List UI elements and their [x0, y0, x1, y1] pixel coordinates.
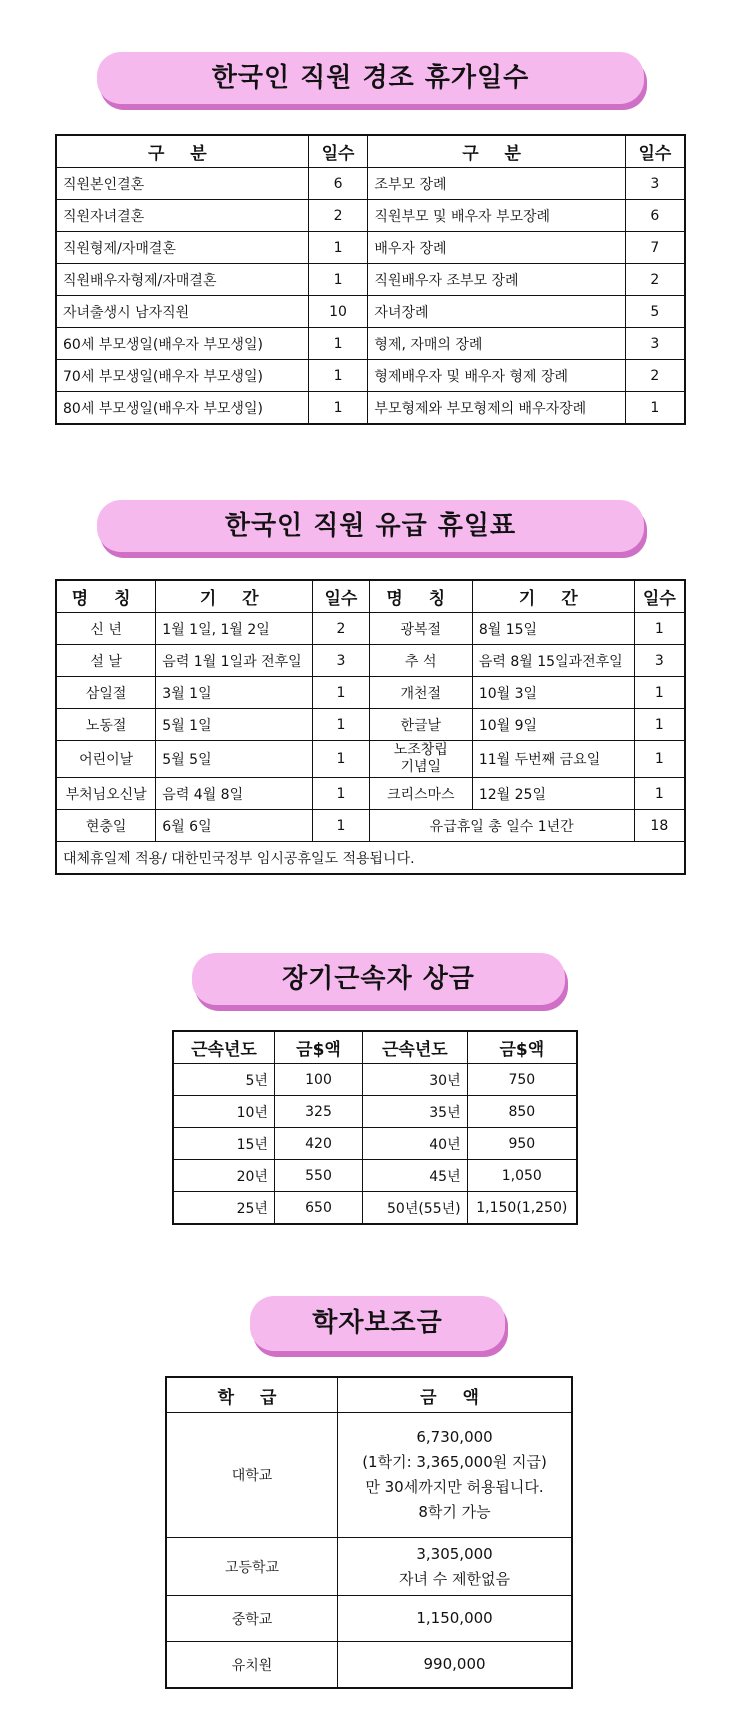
- table-row: [56, 168, 685, 200]
- table-row: [56, 360, 685, 392]
- header-amount: 금$액: [274, 1031, 362, 1064]
- header-category: 구 분: [368, 135, 625, 168]
- service-years: 20년: [173, 1160, 274, 1192]
- bonus-amount: 550: [274, 1160, 362, 1192]
- amount-value: 3,305,000: [416, 1544, 493, 1563]
- header-name: 명 칭: [56, 580, 156, 613]
- amount-value: 6,730,000: [416, 1428, 493, 1446]
- bonus-amount: 1,050: [467, 1160, 577, 1192]
- leave-category: 배우자 장례: [368, 232, 625, 264]
- leave-category: 직원배우자 조부모 장례: [368, 264, 625, 296]
- holiday-period: 1월 1일, 1월 2일: [156, 613, 313, 645]
- holiday-period: 5월 1일: [156, 709, 313, 741]
- holiday-period: 5월 5일: [156, 741, 313, 778]
- service-years: 30년: [363, 1064, 468, 1096]
- bonus-table: [172, 1030, 578, 1225]
- leave-category: 자녀출생시 남자직원: [56, 296, 308, 328]
- leave-days: 1: [625, 392, 685, 425]
- service-years: 5년: [173, 1064, 274, 1096]
- service-years: 25년: [173, 1192, 274, 1225]
- holiday-days: 1: [634, 709, 685, 741]
- service-years: 10년: [173, 1096, 274, 1128]
- table-row: [173, 1096, 577, 1128]
- holiday-name: 설 날: [56, 645, 156, 677]
- bonus-amount: 850: [467, 1096, 577, 1128]
- header-level: 학 급: [166, 1377, 338, 1413]
- bonus-amount: 750: [467, 1064, 577, 1096]
- leave-days: 5: [625, 296, 685, 328]
- leave-category: 직원배우자형제/자매결혼: [56, 264, 308, 296]
- school-level: 중학교: [166, 1596, 338, 1642]
- leave-days: 2: [625, 264, 685, 296]
- table-header-row: [56, 135, 685, 168]
- leave-category: 자녀장례: [368, 296, 625, 328]
- table-row: [56, 613, 685, 645]
- table-row: [166, 1596, 572, 1642]
- leave-category: 형제배우자 및 배우자 형제 장례: [368, 360, 625, 392]
- table-row: [56, 200, 685, 232]
- holiday-period: 8월 15일: [472, 613, 634, 645]
- holiday-name: 현충일: [56, 810, 156, 842]
- leave-days: 6: [308, 168, 368, 200]
- leave-days: 2: [625, 360, 685, 392]
- holiday-days: 3: [313, 645, 370, 677]
- table-row: [173, 1192, 577, 1225]
- table-row: [56, 677, 685, 709]
- holiday-period: 12월 25일: [472, 778, 634, 810]
- holiday-days: 1: [313, 741, 370, 778]
- holidays-table: [55, 579, 686, 875]
- header-amount: 금$액: [467, 1031, 577, 1064]
- table-row: [56, 328, 685, 360]
- tuition-amount: [338, 1538, 572, 1596]
- table-header-row: [56, 580, 685, 613]
- holiday-name: 삼일절: [56, 677, 156, 709]
- school-level: 유치원: [166, 1642, 338, 1689]
- holiday-period: 음력 8월 15일과전후일: [472, 645, 634, 677]
- header-name: 명 칭: [369, 580, 472, 613]
- holiday-period: 10월 9일: [472, 709, 634, 741]
- note-row: [56, 842, 685, 875]
- table-row: [56, 645, 685, 677]
- holiday-name: 노조창립 기념일: [369, 741, 472, 778]
- header-amount: 금 액: [338, 1377, 572, 1413]
- holiday-days: 1: [313, 709, 370, 741]
- table-row: [166, 1538, 572, 1596]
- holiday-days: 1: [313, 810, 370, 842]
- amount-value: 990,000: [423, 1655, 486, 1673]
- leave-days: 1: [308, 328, 368, 360]
- bonus-title: 장기근속자 상금: [192, 953, 565, 1005]
- leave-days: 2: [308, 200, 368, 232]
- holiday-name: 어린이날: [56, 741, 156, 778]
- header-years: 근속년도: [363, 1031, 468, 1064]
- holiday-name: 부처님오신날: [56, 778, 156, 810]
- tuition-amount: [338, 1413, 572, 1538]
- total-label: 유급휴일 총 일수 1년간: [369, 810, 634, 842]
- holiday-days: 1: [634, 613, 685, 645]
- holiday-name: 광복절: [369, 613, 472, 645]
- table-row: [166, 1642, 572, 1689]
- service-years: 50년(55년): [363, 1192, 468, 1225]
- table-row: [56, 741, 685, 778]
- school-level: 고등학교: [166, 1538, 338, 1596]
- leave-days: 3: [625, 168, 685, 200]
- leave-category: 형제, 자매의 장례: [368, 328, 625, 360]
- leave-category: 직원부모 및 배우자 부모장례: [368, 200, 625, 232]
- table-row: [56, 810, 685, 842]
- holiday-days: 2: [313, 613, 370, 645]
- leave-category: 조부모 장례: [368, 168, 625, 200]
- table-row: [56, 264, 685, 296]
- table-row: [173, 1064, 577, 1096]
- holiday-name: 개천절: [369, 677, 472, 709]
- holiday-name: 크리스마스: [369, 778, 472, 810]
- holiday-days: 1: [634, 677, 685, 709]
- leave-days: 1: [308, 264, 368, 296]
- amount-value: 1,150,000: [416, 1609, 493, 1627]
- holiday-days: 3: [634, 645, 685, 677]
- amount-note: (1학기: 3,365,000원 지급): [362, 1453, 547, 1471]
- table-header-row: [166, 1377, 572, 1413]
- header-days: 일수: [634, 580, 685, 613]
- holiday-period: 음력 4월 8일: [156, 778, 313, 810]
- tuition-title: 학자보조금: [250, 1296, 505, 1351]
- service-years: 45년: [363, 1160, 468, 1192]
- bonus-amount: 1,150(1,250): [467, 1192, 577, 1225]
- header-days: 일수: [313, 580, 370, 613]
- leave-days: 3: [625, 328, 685, 360]
- header-period: 기 간: [156, 580, 313, 613]
- leave-days: 10: [308, 296, 368, 328]
- leave-category: 80세 부모생일(배우자 부모생일): [56, 392, 308, 425]
- holiday-period: 3월 1일: [156, 677, 313, 709]
- holiday-days: 1: [634, 741, 685, 778]
- leave-category: 70세 부모생일(배우자 부모생일): [56, 360, 308, 392]
- condolence-table: [55, 134, 686, 425]
- holiday-name: 노동절: [56, 709, 156, 741]
- table-row: [173, 1160, 577, 1192]
- leave-category: 직원형제/자매결혼: [56, 232, 308, 264]
- table-row: [56, 392, 685, 425]
- bonus-amount: 420: [274, 1128, 362, 1160]
- condolence-title: 한국인 직원 경조 휴가일수: [97, 52, 644, 104]
- leave-days: 7: [625, 232, 685, 264]
- table-row: [56, 709, 685, 741]
- holiday-days: 1: [313, 677, 370, 709]
- amount-note: 자녀 수 제한없음: [399, 1569, 511, 1588]
- total-days: 18: [634, 810, 685, 842]
- table-row: [56, 232, 685, 264]
- holiday-period: 음력 1월 1일과 전후일: [156, 645, 313, 677]
- holiday-period: 10월 3일: [472, 677, 634, 709]
- holiday-days: 1: [634, 778, 685, 810]
- header-category: 구 분: [56, 135, 308, 168]
- header-days: 일수: [625, 135, 685, 168]
- holiday-name: 한글날: [369, 709, 472, 741]
- service-years: 40년: [363, 1128, 468, 1160]
- table-row: [56, 296, 685, 328]
- holiday-days: 1: [313, 778, 370, 810]
- table-row: [166, 1413, 572, 1538]
- bonus-amount: 650: [274, 1192, 362, 1225]
- tuition-amount: [338, 1596, 572, 1642]
- service-years: 15년: [173, 1128, 274, 1160]
- amount-note: 8학기 가능: [418, 1503, 491, 1521]
- leave-category: 부모형제와 부모형제의 배우자장례: [368, 392, 625, 425]
- header-days: 일수: [308, 135, 368, 168]
- tuition-amount: [338, 1642, 572, 1689]
- tuition-table: [165, 1376, 573, 1689]
- header-period: 기 간: [472, 580, 634, 613]
- bonus-amount: 325: [274, 1096, 362, 1128]
- bonus-amount: 950: [467, 1128, 577, 1160]
- leave-days: 6: [625, 200, 685, 232]
- leave-category: 직원자녀결혼: [56, 200, 308, 232]
- holiday-period: 6월 6일: [156, 810, 313, 842]
- leave-category: 직원본인결혼: [56, 168, 308, 200]
- table-row: [173, 1128, 577, 1160]
- holiday-period: 11월 두번째 금요일: [472, 741, 634, 778]
- service-years: 35년: [363, 1096, 468, 1128]
- header-years: 근속년도: [173, 1031, 274, 1064]
- amount-note: 만 30세까지만 허용됩니다.: [365, 1478, 544, 1496]
- leave-days: 1: [308, 392, 368, 425]
- leave-days: 1: [308, 360, 368, 392]
- bonus-amount: 100: [274, 1064, 362, 1096]
- leave-days: 1: [308, 232, 368, 264]
- holidays-note: 대체휴일제 적용/ 대한민국정부 임시공휴일도 적용됩니다.: [56, 842, 685, 875]
- leave-category: 60세 부모생일(배우자 부모생일): [56, 328, 308, 360]
- holiday-name: 추 석: [369, 645, 472, 677]
- holiday-name: 신 년: [56, 613, 156, 645]
- table-row: [56, 778, 685, 810]
- table-header-row: [173, 1031, 577, 1064]
- holidays-title: 한국인 직원 유급 휴일표: [97, 500, 644, 552]
- school-level: 대학교: [166, 1413, 338, 1538]
